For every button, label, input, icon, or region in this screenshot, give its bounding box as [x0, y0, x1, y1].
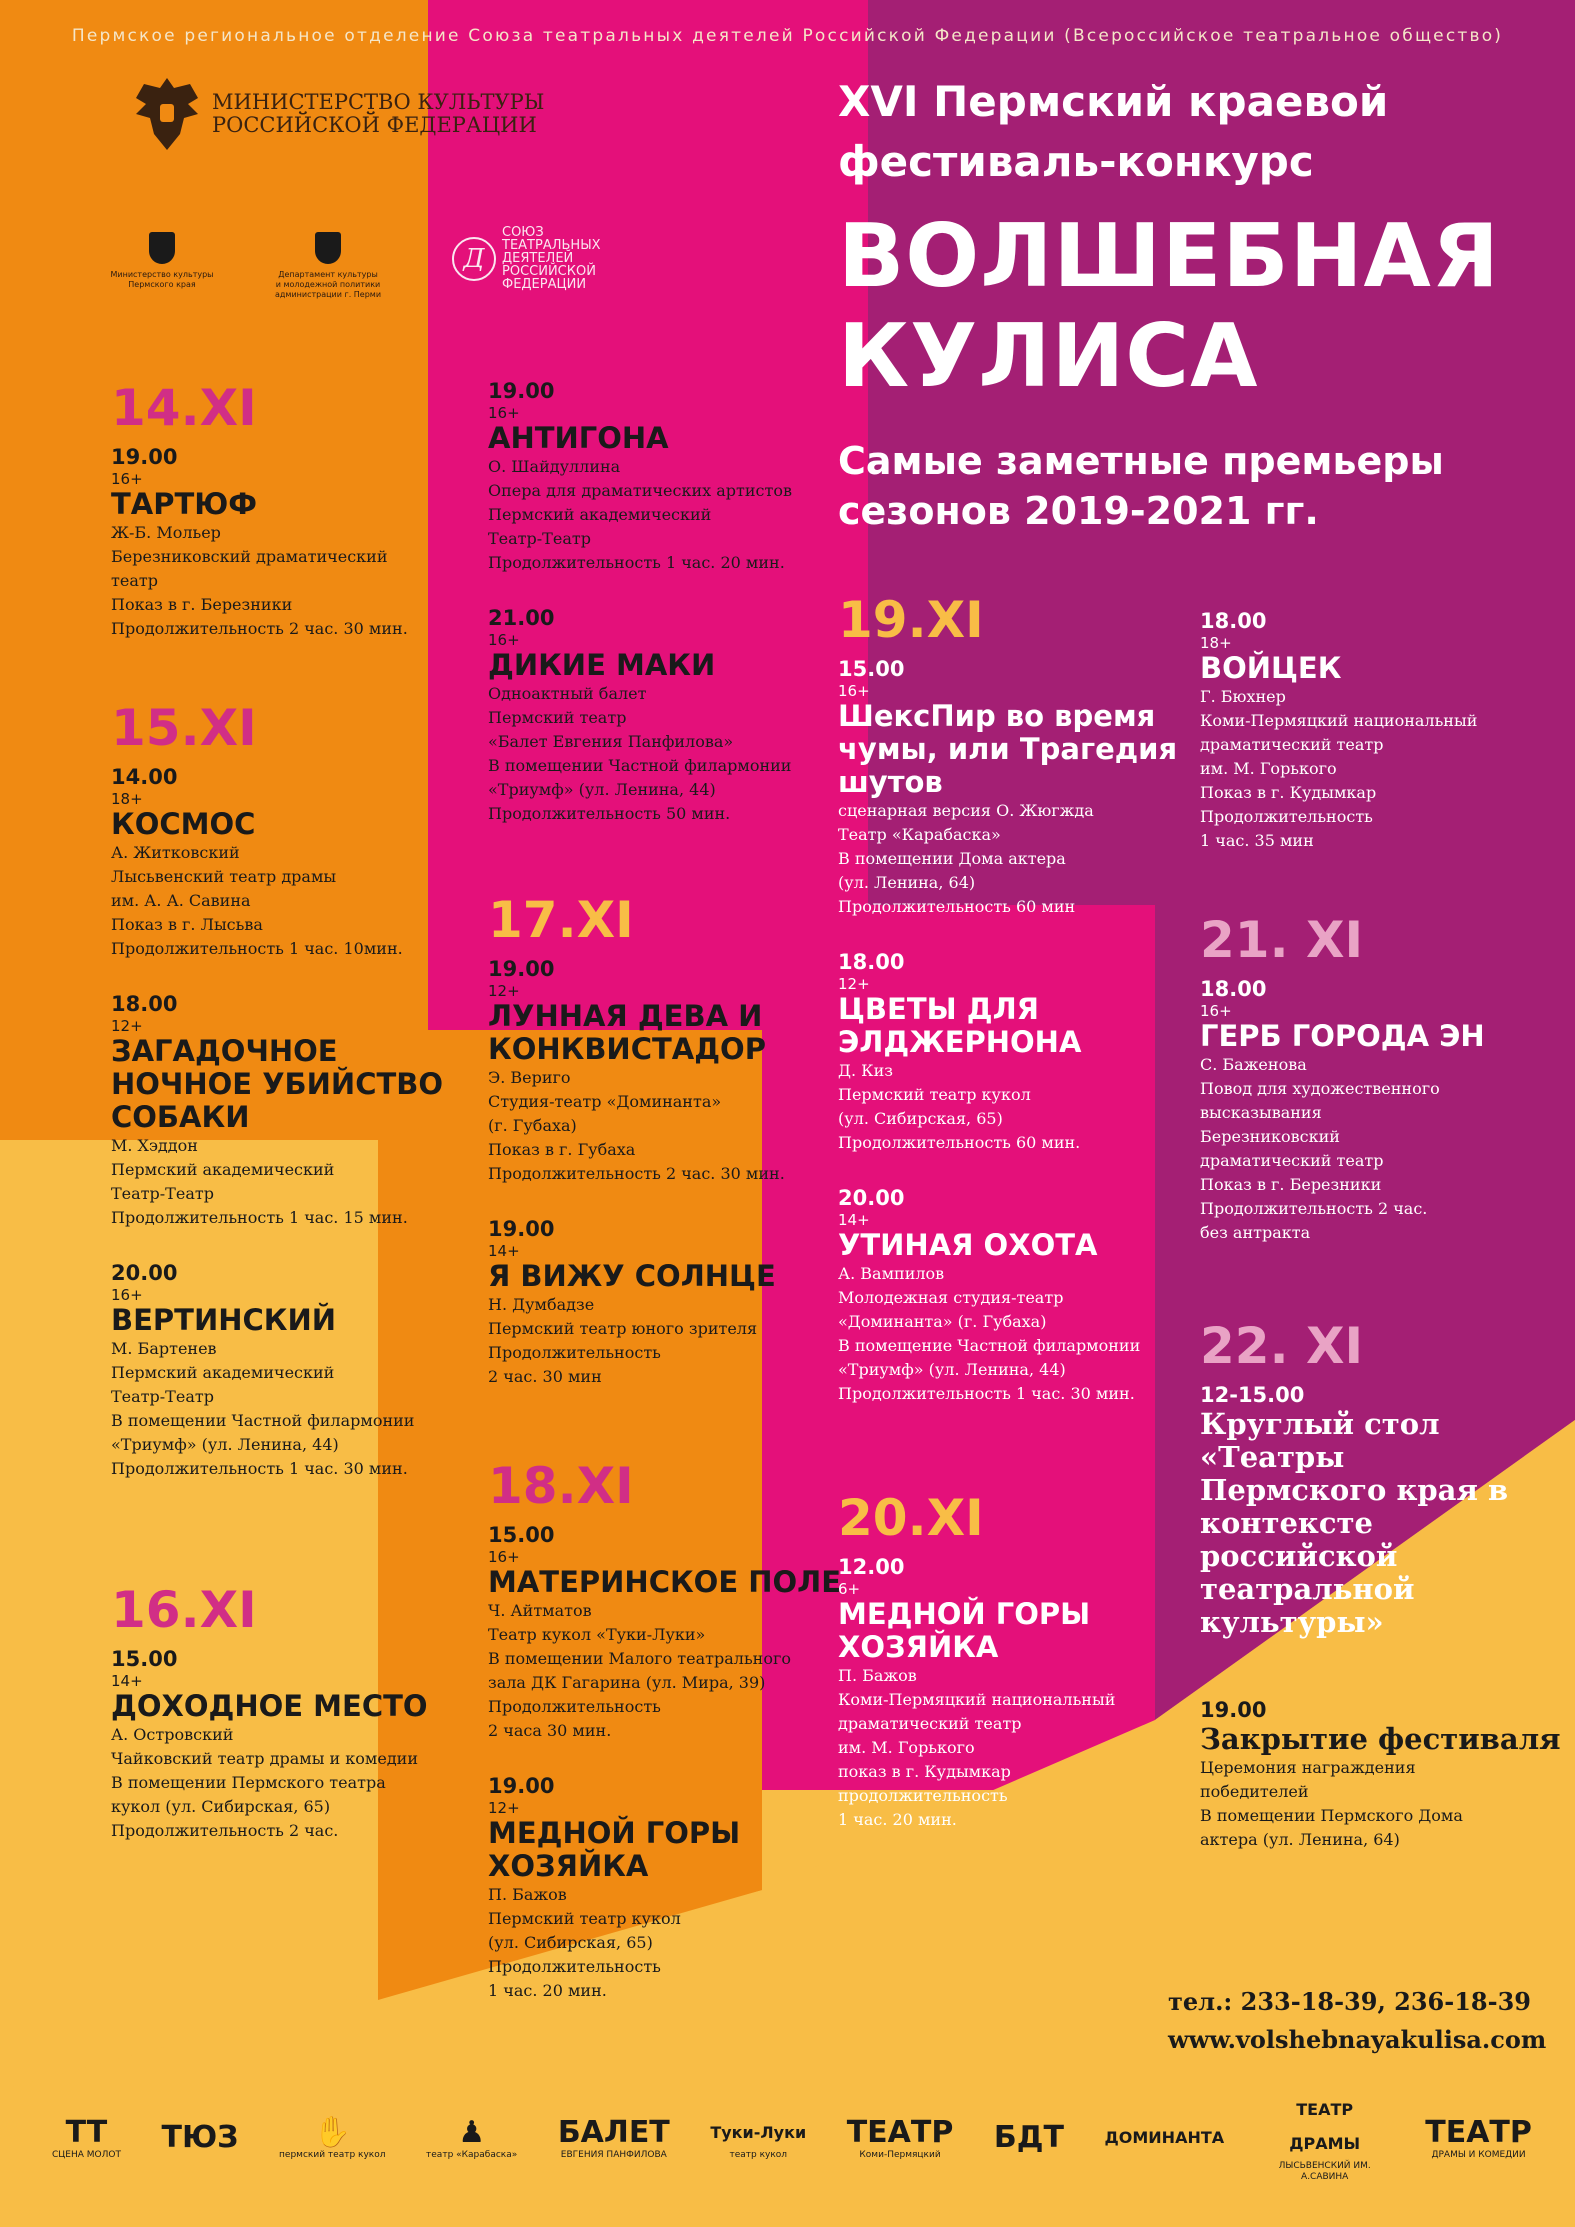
- event-title-line: КОСМОС: [111, 807, 256, 841]
- ministry-line-2: РОССИЙСКОЙ ФЕДЕРАЦИИ: [212, 113, 537, 137]
- event-time: 15.00: [488, 1523, 555, 1547]
- event-detail: Показ в г. Губаха: [488, 1140, 636, 1159]
- event-detail: Повод для художественного: [1200, 1079, 1440, 1098]
- festival-subtitle-line-2: фестиваль-конкурс: [838, 137, 1314, 186]
- event-detail: Одноактный балет: [488, 684, 647, 703]
- event-item: [111, 764, 443, 961]
- perm-coat-icon: [149, 232, 175, 264]
- event-detail: Продолжительность 60 мин.: [838, 1133, 1081, 1152]
- event-title: Закрытие фестиваля: [1200, 1722, 1561, 1756]
- organization-line: Пермское региональное отделение Союза театральных деятелей Российской Федерации (Всероссийское театральное общество): [71, 26, 1504, 46]
- day-18-section: [488, 1458, 841, 2033]
- event-detail: им. М. Горького: [838, 1738, 975, 1757]
- phone: тел.: 233-18-39, 236-18-39: [1168, 1987, 1531, 2016]
- perm-ministry-logo: [92, 232, 232, 290]
- event-time: 15.00: [111, 1647, 178, 1671]
- event-title: [111, 488, 408, 521]
- event-age-rating: 12+: [488, 982, 520, 1000]
- date-18: 18.XI: [488, 1457, 634, 1515]
- event-detail: Коми-Пермяцкий национальный: [838, 1690, 1116, 1709]
- event-title: [111, 1690, 428, 1723]
- day-15-events: [111, 764, 443, 1481]
- event-age-rating: 16+: [111, 470, 143, 488]
- date-19: 19.XI: [838, 591, 984, 649]
- event-detail: Пермский академический: [111, 1363, 335, 1382]
- event-title-line: ДОХОДНОЕ МЕСТО: [111, 1689, 428, 1723]
- day-19-section: [838, 592, 1177, 1436]
- day-19-evening-section: [1200, 608, 1477, 883]
- event-detail: высказывания: [1200, 1103, 1322, 1122]
- event-time: 12-15.00: [1200, 1383, 1305, 1407]
- festival-tagline-line-1: Самые заметные премьеры: [838, 439, 1444, 483]
- event-title: [111, 1035, 443, 1134]
- event-detail: Продолжительность 2 час. 30 мин.: [488, 1164, 785, 1183]
- event-detail: «Балет Евгения Панфилова»: [488, 732, 734, 751]
- festival-subtitle-line-1: XVI Пермский краевой: [838, 77, 1389, 126]
- event-title-line: культуры»: [1200, 1605, 1384, 1639]
- event-item: [838, 1185, 1177, 1406]
- partner-logo: [1105, 2121, 1225, 2155]
- event-item: [838, 656, 1177, 919]
- event-time: 19.00: [488, 1774, 555, 1798]
- event-age-rating: 16+: [838, 682, 870, 700]
- event-title: [838, 1598, 1115, 1664]
- event-age-rating: 16+: [488, 404, 520, 422]
- event-detail: драматический театр: [838, 1714, 1022, 1733]
- event-item: [488, 956, 785, 1186]
- event-title: [838, 1229, 1177, 1262]
- day-21-events: [1200, 976, 1485, 1245]
- event-detail: Продолжительность: [488, 1343, 661, 1362]
- event-detail: В помещении Пермского театра: [111, 1773, 386, 1792]
- event-title: [1200, 1020, 1485, 1053]
- event-time: 14.00: [111, 765, 178, 789]
- event-detail: 2 час. 30 мин: [488, 1367, 602, 1386]
- event-title: [488, 1566, 841, 1599]
- event-detail: (ул. Сибирская, 65): [838, 1109, 1003, 1128]
- event-time: 21.00: [488, 606, 555, 630]
- event-detail: Д. Киз: [838, 1061, 893, 1080]
- event-title-line: чумы, или Трагедия: [838, 732, 1178, 766]
- date-17: 17.XI: [488, 891, 634, 949]
- event-detail: В помещение Частной филармонии: [838, 1336, 1141, 1355]
- date-22: 22. XI: [1200, 1317, 1364, 1375]
- festival-title-line-1: ВОЛШЕБНАЯ: [838, 205, 1500, 307]
- partner-logo-mark: ДОМИНАНТА: [1104, 2128, 1225, 2147]
- event-age-rating: 14+: [111, 1672, 143, 1690]
- event-title: [488, 1817, 841, 1883]
- event-detail: Продолжительность 60 мин: [838, 897, 1076, 916]
- event-detail: Г. Бюхнер: [1200, 687, 1286, 706]
- event-title: [488, 1260, 785, 1293]
- event-detail: П. Бажов: [838, 1666, 917, 1685]
- festival-tagline-line-2: сезонов 2019-2021 гг.: [838, 489, 1319, 533]
- event-detail: С. Баженова: [1200, 1055, 1307, 1074]
- event-detail: Н. Думбадзе: [488, 1295, 595, 1314]
- partner-logo-caption: СЦЕНА МОЛОТ: [52, 2149, 121, 2160]
- event-age-rating: 12+: [488, 1799, 520, 1817]
- event-detail: кукол (ул. Сибирская, 65): [111, 1797, 331, 1816]
- event-time: 20.00: [838, 1186, 905, 1210]
- event-detail: Театр-Театр: [111, 1387, 214, 1406]
- event-detail: Продолжительность 50 мин.: [488, 804, 731, 823]
- event-title-line: ГЕРБ ГОРОДА ЭН: [1200, 1019, 1485, 1053]
- event-time: 18.00: [1200, 609, 1267, 633]
- event-detail: Продолжительность 2 час. 30 мин.: [111, 619, 408, 638]
- date-14: 14.XI: [111, 379, 257, 437]
- event-title-line: НОЧНОЕ УБИЙСТВО: [111, 1067, 444, 1101]
- event-title: [488, 649, 792, 682]
- event-detail: Показ в г. Лысьва: [111, 915, 263, 934]
- event-detail: Продолжительность: [488, 1957, 661, 1976]
- partner-logo: [426, 2116, 517, 2161]
- contacts: [1168, 1983, 1546, 2059]
- event-detail: «Доминанта» (г. Губаха): [838, 1312, 1047, 1331]
- std-line-5: ФЕДЕРАЦИИ: [502, 277, 587, 292]
- day-14-section: [111, 380, 408, 671]
- event-detail: театр: [111, 571, 158, 590]
- std-mark-icon: Д: [452, 237, 496, 281]
- event-title: [838, 700, 1177, 799]
- event-detail: А. Островский: [111, 1725, 234, 1744]
- event-title-line: контексте российской: [1200, 1506, 1398, 1573]
- event-detail: А. Вампилов: [838, 1264, 945, 1283]
- perm-bear-icon: [315, 232, 341, 264]
- partner-logo-caption: ДРАМЫ И КОМЕДИИ: [1431, 2149, 1526, 2160]
- event-detail: Ж-Б. Мольер: [111, 523, 221, 542]
- event-item: [488, 1522, 841, 1743]
- event-item: [838, 949, 1177, 1155]
- event-item: [111, 444, 408, 641]
- event-title-line: шутов: [838, 765, 943, 799]
- event-item: [111, 1646, 428, 1843]
- event-detail: сценарная версия О. Жюгжда: [838, 801, 1094, 820]
- partner-logo: [558, 2116, 670, 2161]
- event-detail: победителей: [1200, 1782, 1309, 1801]
- event-age-rating: 16+: [111, 1286, 143, 1304]
- std-line-4: РОССИЙСКОЙ: [502, 264, 596, 279]
- std-line-3: ДЕЯТЕЛЕЙ: [502, 251, 574, 266]
- event-detail: драматический театр: [1200, 735, 1384, 754]
- event-title-line: МАТЕРИНСКОЕ ПОЛЕ: [488, 1565, 842, 1599]
- event-time: 18.00: [1200, 977, 1267, 1001]
- event-detail: «Триумф» (ул. Ленина, 44): [838, 1360, 1066, 1379]
- partner-logos: [52, 2098, 1532, 2182]
- event-title-line: Круглый стол «Театры: [1200, 1407, 1440, 1474]
- partner-logo-mark: ТЕАТР: [1425, 2114, 1532, 2150]
- event-detail: (г. Губаха): [488, 1116, 577, 1135]
- partner-logo-mark: ТЕАТР ДРАМЫ: [1289, 2100, 1361, 2153]
- partner-logo-mark: БАЛЕТ: [557, 2114, 670, 2150]
- event-detail: Театр кукол «Туки-Луки»: [488, 1625, 706, 1644]
- std-line-2: ТЕАТРАЛЬНЫХ: [502, 238, 601, 253]
- event-detail: Молодежная студия-театр: [838, 1288, 1064, 1307]
- event-item: [838, 1554, 1115, 1832]
- event-age-rating: 18+: [1200, 634, 1232, 652]
- perm-dept-logo: [258, 232, 398, 300]
- event-title-line: АНТИГОНА: [488, 421, 669, 455]
- event-detail: драматический театр: [1200, 1151, 1384, 1170]
- event-title-line: ВЕРТИНСКИЙ: [111, 1303, 337, 1337]
- day-20-section: [838, 1490, 1115, 1862]
- day-16-section: [111, 1582, 428, 1873]
- festival-tagline: [838, 436, 1444, 536]
- event-title: [488, 1000, 785, 1066]
- event-title-line: ШексПир во время: [838, 699, 1156, 733]
- event-title-line: МЕДНОЙ ГОРЫ: [838, 1597, 1091, 1631]
- event-detail: Продолжительность 1 час. 10мин.: [111, 939, 403, 958]
- event-detail: Березниковский: [1200, 1127, 1340, 1146]
- partner-logo: [1425, 2116, 1532, 2161]
- partner-logo-mark: Туки-Луки: [710, 2122, 807, 2142]
- event-detail: В помещении Пермского Дома: [1200, 1806, 1463, 1825]
- event-detail: «Триумф» (ул. Ленина, 44): [111, 1435, 339, 1454]
- event-detail: Лысьвенский театр драмы: [111, 867, 337, 886]
- event-detail: Ч. Айтматов: [488, 1601, 592, 1620]
- event-title: [111, 1304, 443, 1337]
- event-time: 19.00: [488, 957, 555, 981]
- event-title-line: ХОЗЯЙКА: [488, 1849, 649, 1883]
- event-detail: Продолжительность: [488, 1697, 661, 1716]
- event-detail: Опера для драматических артистов: [488, 481, 792, 500]
- event-title-line: ЦВЕТЫ ДЛЯ: [838, 992, 1039, 1026]
- partner-logo-caption: ЛЫСЬВЕНСКИЙ ИМ. А.САВИНА: [1278, 2161, 1371, 2182]
- event-detail: В помещении Частной филармонии: [111, 1411, 415, 1430]
- event-detail: актера (ул. Ленина, 64): [1200, 1830, 1400, 1849]
- dept-line-3: администрации г. Перми: [274, 290, 382, 299]
- event-time: 12.00: [838, 1555, 905, 1579]
- event-title: [838, 993, 1177, 1059]
- ministry-line-1: МИНИСТЕРСТВО КУЛЬТУРЫ: [212, 90, 545, 114]
- event-title-line: Я ВИЖУ СОЛНЦЕ: [488, 1259, 776, 1293]
- event-item: [488, 605, 792, 826]
- day-21-section: [1200, 912, 1485, 1275]
- event-detail: Театр-Театр: [488, 529, 591, 548]
- ministry-logo: [132, 74, 544, 154]
- partner-logo: [994, 2121, 1064, 2155]
- event-detail: «Триумф» (ул. Ленина, 44): [488, 780, 716, 799]
- event-detail: Пермский театр юного зрителя: [488, 1319, 758, 1338]
- eagle-emblem-icon: [132, 74, 202, 154]
- event-detail: 1 час. 20 мин.: [838, 1810, 957, 1829]
- event-detail: Театр «Карабаска»: [838, 825, 1001, 844]
- event-title-line: ТАРТЮФ: [111, 487, 258, 521]
- partner-logo: [279, 2116, 385, 2161]
- event-title: [1200, 1408, 1575, 1639]
- partner-logo-caption: театр «Карабаска»: [426, 2149, 518, 2160]
- event-time: 18.00: [111, 992, 178, 1016]
- event-detail: М. Бартенев: [111, 1339, 217, 1358]
- partner-logo: [52, 2116, 121, 2161]
- partner-logo-mark: TT: [65, 2114, 108, 2150]
- event-item: [111, 1260, 443, 1481]
- event-detail: Коми-Пермяцкий национальный: [1200, 711, 1478, 730]
- event-time: 20.00: [111, 1261, 178, 1285]
- event-detail: 1 час. 35 мин: [1200, 831, 1314, 850]
- event-age-rating: 16+: [488, 631, 520, 649]
- partner-logo: [1265, 2093, 1385, 2183]
- event-item: [488, 1773, 841, 2003]
- closing-event: [1200, 1697, 1575, 1852]
- event-detail: показ в г. Кудымкар: [838, 1762, 1011, 1781]
- event-detail: Пермский академический: [111, 1160, 335, 1179]
- event-detail: Театр-Театр: [111, 1184, 214, 1203]
- partner-logo-caption: ЕВГЕНИЯ ПАНФИЛОВА: [560, 2149, 667, 2160]
- event-detail: Показ в г. Кудымкар: [1200, 783, 1377, 802]
- day-18-events: [488, 1522, 841, 2003]
- event-detail: Церемония награждения: [1200, 1758, 1416, 1777]
- partner-logo-caption: пермский театр кукол: [279, 2149, 386, 2160]
- event-item: [488, 1216, 785, 1389]
- event-item: [1200, 608, 1477, 853]
- event-age-rating: 14+: [838, 1211, 870, 1229]
- perm-ministry-line-2: Пермского края: [128, 280, 196, 289]
- day-19-events: [838, 656, 1177, 1406]
- day-17-events: [488, 956, 785, 1389]
- festival-title-line-2: КУЛИСА: [838, 305, 1259, 407]
- event-detail: Пермский академический: [488, 505, 712, 524]
- festival-title: [838, 206, 1500, 406]
- date-16: 16.XI: [111, 1581, 257, 1639]
- event-detail: им. М. Горького: [1200, 759, 1337, 778]
- event-detail: Пермский театр кукол: [488, 1909, 681, 1928]
- partner-logo-mark: ТЕАТР: [846, 2114, 954, 2150]
- partner-logo-mark: БДТ: [993, 2120, 1064, 2155]
- event-title-line: ЛУННАЯ ДЕВА И: [488, 999, 763, 1033]
- event-detail: В помещении Дома актера: [838, 849, 1066, 868]
- event-title-line: КОНКВИСТАДОР: [488, 1032, 766, 1066]
- event-detail: зала ДК Гагарина (ул. Мира, 39): [488, 1673, 766, 1692]
- event-title-line: ЗАГАДОЧНОЕ: [111, 1034, 338, 1068]
- event-detail: В помещении Малого театрального: [488, 1649, 791, 1668]
- event-title-line: СОБАКИ: [111, 1100, 250, 1134]
- event-item: [111, 991, 443, 1230]
- event-title-line: ВОЙЦЕК: [1200, 651, 1342, 685]
- event-time: 15.00: [838, 657, 905, 681]
- event-detail: Показ в г. Березники: [111, 595, 293, 614]
- event-title: [111, 808, 443, 841]
- event-title: [488, 422, 792, 455]
- event-detail: Продолжительность 2 час.: [1200, 1199, 1428, 1218]
- round-table-event: [1200, 1382, 1575, 1639]
- event-title: [1200, 652, 1477, 685]
- event-time: 19.00: [488, 379, 555, 403]
- day-14-events: [111, 444, 408, 641]
- day-15-evening-section: [488, 378, 792, 856]
- event-detail: Пермский театр: [488, 708, 627, 727]
- perm-ministry-line-1: Министерство культуры: [110, 270, 214, 279]
- event-detail: им. А. А. Савина: [111, 891, 251, 910]
- event-age-rating: 16+: [488, 1548, 520, 1566]
- event-time: 19.00: [1200, 1698, 1267, 1722]
- event-age-rating: 16+: [1200, 1002, 1232, 1020]
- event-detail: Э. Вериго: [488, 1068, 571, 1087]
- date-20: 20.XI: [838, 1489, 984, 1547]
- partner-logo: [162, 2121, 239, 2155]
- event-detail: Продолжительность 1 час. 30 мин.: [838, 1384, 1135, 1403]
- event-detail: Пермский театр кукол: [838, 1085, 1031, 1104]
- dept-line-1: Департамент культуры: [278, 270, 378, 279]
- event-detail: Продолжительность 1 час. 20 мин.: [488, 553, 785, 572]
- event-detail: (ул. Ленина, 64): [838, 873, 976, 892]
- event-age-rating: 12+: [838, 975, 870, 993]
- event-detail: Показ в г. Березники: [1200, 1175, 1382, 1194]
- event-detail: Березниковский драматический: [111, 547, 388, 566]
- day-16-events: [111, 1646, 428, 1843]
- event-age-rating: 18+: [111, 790, 143, 808]
- event-detail: О. Шайдуллина: [488, 457, 621, 476]
- event-detail: М. Хэддон: [111, 1136, 198, 1155]
- event-title-line: театральной: [1200, 1572, 1415, 1606]
- partner-logo-caption: Коми-Пермяцкий: [859, 2149, 941, 2160]
- event-title-line: ДИКИЕ МАКИ: [488, 648, 716, 682]
- partner-logo: [710, 2116, 806, 2161]
- event-detail: 1 час. 20 мин.: [488, 1981, 607, 2000]
- event-item: [488, 378, 792, 575]
- event-detail: П. Бажов: [488, 1885, 567, 1904]
- partner-logo-mark: ТЮЗ: [161, 2120, 239, 2155]
- day-22-section: [1200, 1318, 1575, 1882]
- std-logo: [452, 226, 601, 291]
- event-age-rating: 12+: [111, 1017, 143, 1035]
- event-title-line: Пермского края в: [1200, 1473, 1509, 1507]
- event-title-line: МЕДНОЙ ГОРЫ: [488, 1816, 741, 1850]
- event-detail: Чайковский театр драмы и комедии: [111, 1749, 418, 1768]
- partner-logo-mark: ♟: [458, 2114, 486, 2150]
- event-detail: Продолжительность: [1200, 807, 1373, 826]
- event-detail: Продолжительность 1 час. 30 мин.: [111, 1459, 408, 1478]
- day-17-section: [488, 892, 785, 1419]
- dept-line-2: и молодежной политики: [275, 280, 381, 289]
- day-15-section: [111, 700, 443, 1511]
- event-detail: В помещении Частной филармонии: [488, 756, 792, 775]
- date-15: 15.XI: [111, 699, 257, 757]
- date-21: 21. XI: [1200, 911, 1364, 969]
- partner-logo: [847, 2116, 954, 2161]
- event-time: 19.00: [111, 445, 178, 469]
- day-19-evening-events: [1200, 608, 1477, 853]
- website-link[interactable]: www.volshebnayakulisa.com: [1168, 2025, 1547, 2054]
- partner-logo-caption: театр кукол: [729, 2149, 788, 2160]
- event-detail: (ул. Сибирская, 65): [488, 1933, 653, 1952]
- event-time: 19.00: [488, 1217, 555, 1241]
- event-age-rating: 14+: [488, 1242, 520, 1260]
- day-15-evening-events: [488, 378, 792, 826]
- day-20-events: [838, 1554, 1115, 1832]
- event-title-line: ЭЛДЖЕРНОНА: [838, 1025, 1082, 1059]
- event-age-rating: 6+: [838, 1580, 861, 1598]
- event-detail: А. Житковский: [111, 843, 240, 862]
- event-detail: продолжительность: [838, 1786, 1008, 1805]
- event-detail: Продолжительность 1 час. 15 мин.: [111, 1208, 408, 1227]
- event-detail: 2 часа 30 мин.: [488, 1721, 612, 1740]
- event-time: 18.00: [838, 950, 905, 974]
- event-detail: Студия-театр «Доминанта»: [488, 1092, 722, 1111]
- std-line-1: СОЮЗ: [502, 225, 544, 240]
- event-item: [1200, 976, 1485, 1245]
- event-detail: Продолжительность 2 час.: [111, 1821, 339, 1840]
- event-title-line: УТИНАЯ ОХОТА: [838, 1228, 1098, 1262]
- festival-subtitle: [838, 72, 1388, 192]
- event-detail: без антракта: [1200, 1223, 1311, 1242]
- event-title-line: ХОЗЯЙКА: [838, 1630, 999, 1664]
- partner-logo-mark: ✋: [313, 2114, 351, 2150]
